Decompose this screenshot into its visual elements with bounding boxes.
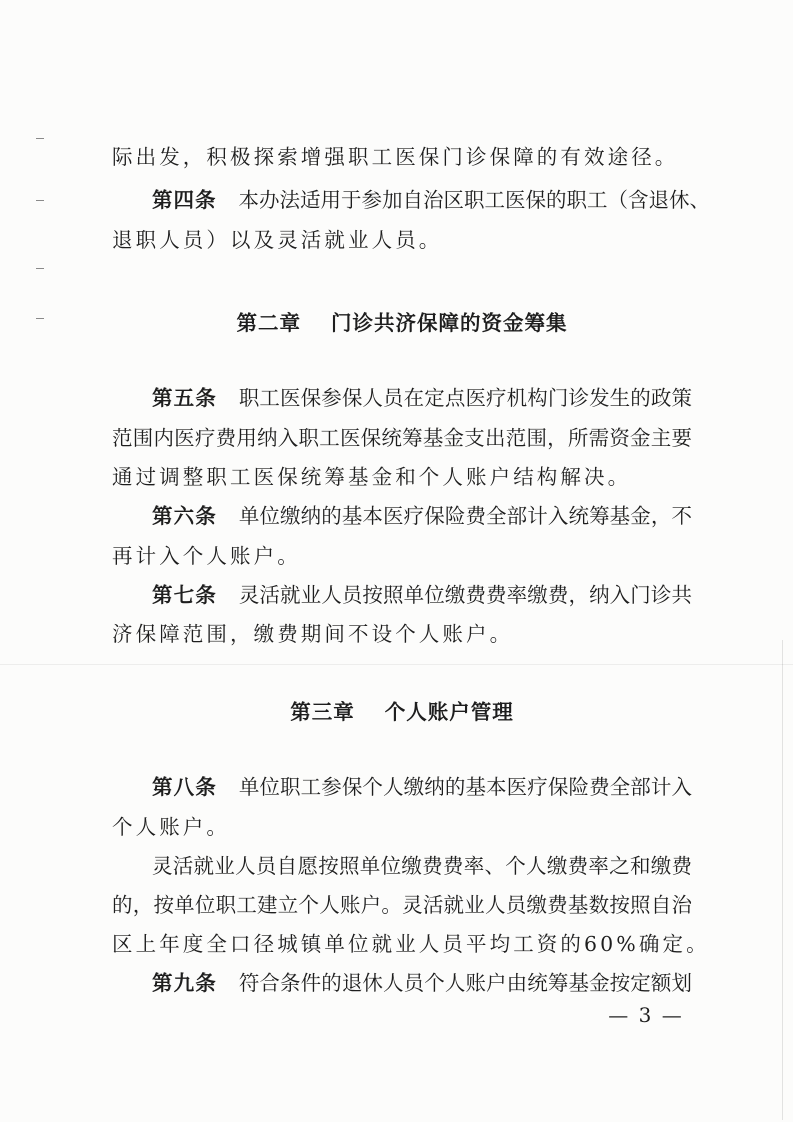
article-8-line: 个人账户。 [112, 815, 230, 839]
article-5-label: 第五条 [152, 386, 217, 410]
chapter-3-title: 个人账户管理 [384, 700, 514, 724]
article-8-line [152, 772, 692, 802]
article-5-line [152, 383, 692, 413]
chapter-2-title: 门诊共济保障的资金筹集 [331, 311, 568, 335]
article-5-line: 通过调整职工医保统筹基金和个人账户结构解决。 [112, 465, 632, 489]
article-5-text: 职工医保参保人员在定点医疗机构门诊发生的政策 [238, 386, 692, 410]
paragraph-line: 际出发，积极探索增强职工医保门诊保障的有效途径。 [112, 145, 679, 169]
article-6-text: 单位缴纳的基本医疗保险费全部计入统筹基金，不 [238, 504, 692, 528]
chapter-3-heading [112, 697, 692, 727]
chapter-2-heading [112, 308, 692, 338]
article-7-line [152, 580, 692, 610]
article-6-line [152, 501, 692, 531]
article-9-line [152, 968, 692, 998]
article-6-label: 第六条 [152, 504, 217, 528]
article-4-line [152, 185, 710, 215]
article-7-line: 济保障范围，缴费期间不设个人账户。 [112, 622, 514, 646]
article-5-line: 范围内医疗费用纳入职工医保统筹基金支出范围，所需资金主要 [112, 426, 692, 450]
article-4-line: 退职人员）以及灵活就业人员。 [112, 228, 443, 252]
flex-employment-line: 的，按单位职工建立个人账户。灵活就业人员缴费基数按照自治 [112, 893, 692, 917]
article-8-text: 单位职工参保个人缴纳的基本医疗保险费全部计入 [238, 775, 692, 799]
scan-fold-shadow [0, 664, 793, 665]
article-4-label: 第四条 [152, 188, 217, 212]
article-7-text: 灵活就业人员按照单位缴费费率缴费，纳入门诊共 [238, 583, 692, 607]
article-8-label: 第八条 [152, 775, 217, 799]
article-4-text: 本办法适用于参加自治区职工医保的职工（含退休、 [238, 188, 710, 212]
flex-employment-line: 灵活就业人员自愿按照单位缴费费率、个人缴费率之和缴费 [152, 854, 692, 878]
article-6-line: 再计入个人账户。 [112, 544, 301, 568]
chapter-2-number: 第二章 [236, 311, 301, 335]
chapter-3-number: 第三章 [290, 700, 355, 724]
binding-mark [36, 268, 44, 269]
article-9-label: 第九条 [152, 971, 217, 995]
binding-mark [36, 138, 44, 139]
flex-employment-line: 区上年度全口径城镇单位就业人员平均工资的60%确定。 [112, 932, 710, 956]
binding-mark [36, 200, 44, 201]
article-9-text: 符合条件的退休人员个人账户由统筹基金按定额划 [238, 971, 692, 995]
article-7-label: 第七条 [152, 583, 217, 607]
binding-mark [36, 318, 44, 319]
page-number: — 3 — [608, 1003, 684, 1027]
scan-edge-line [782, 640, 783, 1120]
